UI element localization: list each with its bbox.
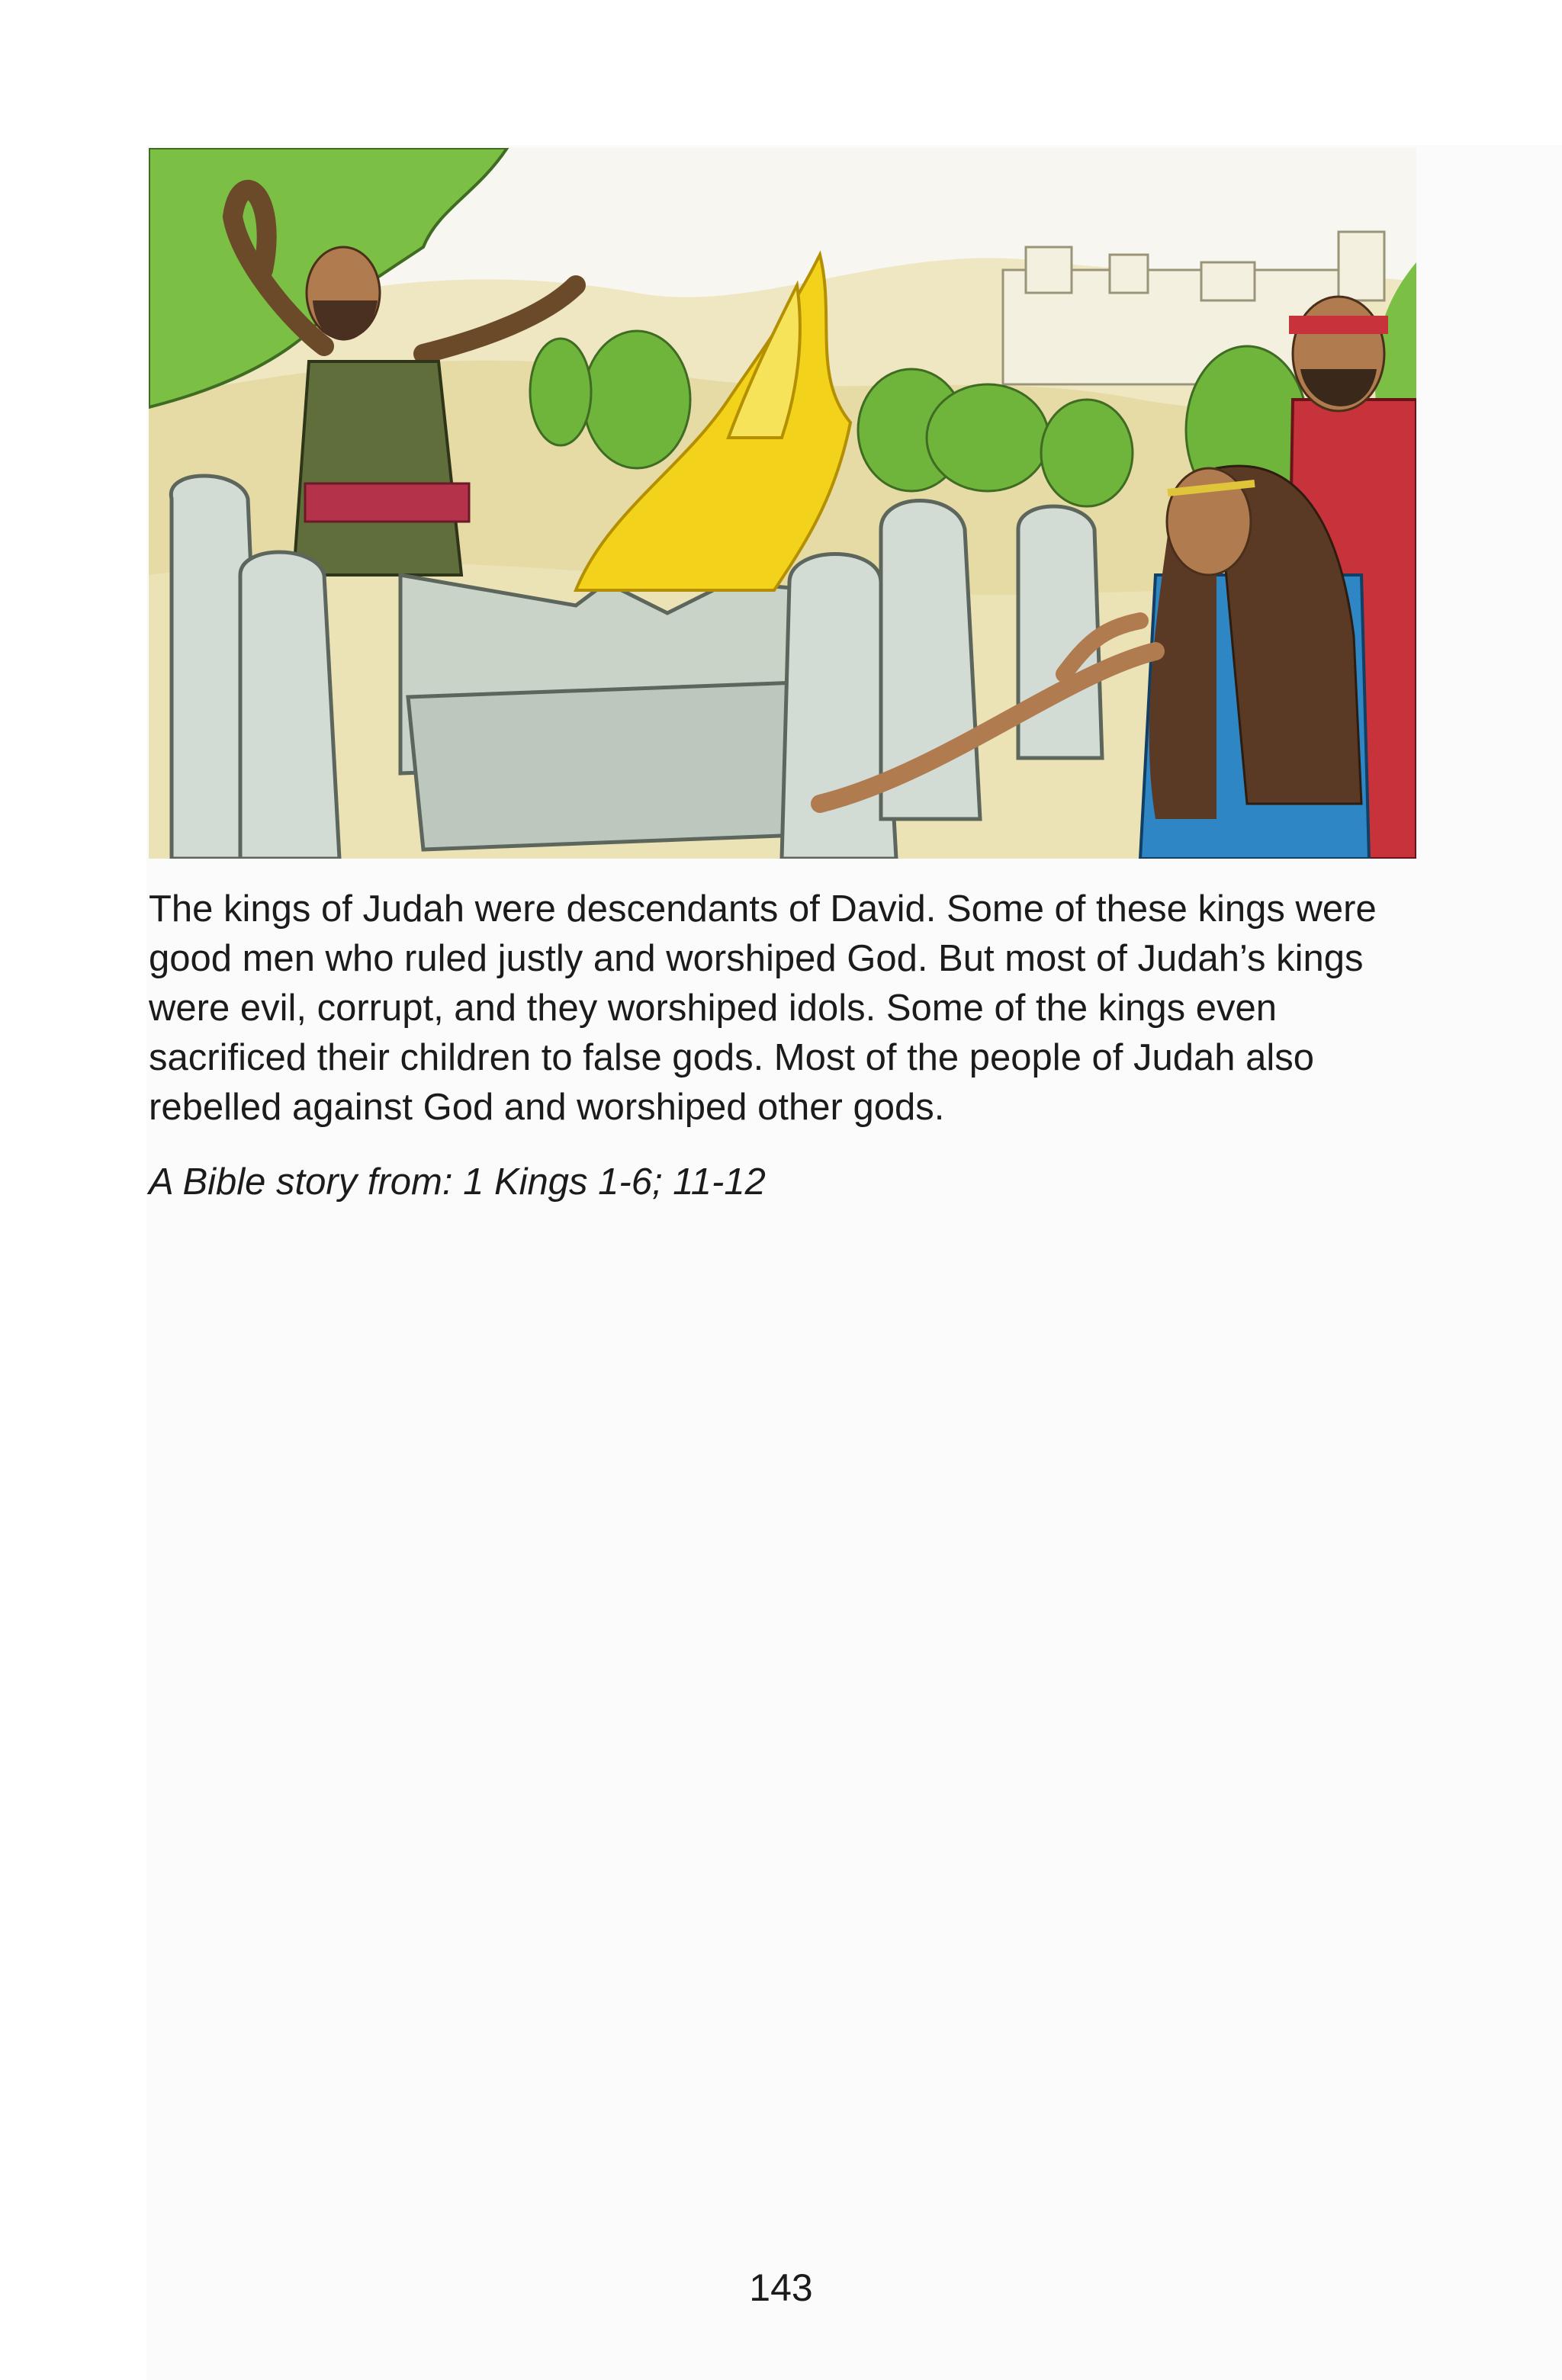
story-illustration bbox=[149, 148, 1416, 859]
scripture-reference: A Bible story from: 1 Kings 1-6; 11-12 bbox=[149, 1161, 766, 1203]
story-paragraph: The kings of Judah were descendants of David. Some of these kings were good men who ruled justly and worshiped God. But most of Judah’s kings were evil, corrupt, and they worshiped idols. Some of the kings even sacrificed their children to false gods. Most of the people of Judah also rebelled against God and worshiped other gods. bbox=[149, 888, 1377, 1128]
page-number: 143 bbox=[749, 2266, 813, 2309]
altar bbox=[400, 575, 820, 850]
